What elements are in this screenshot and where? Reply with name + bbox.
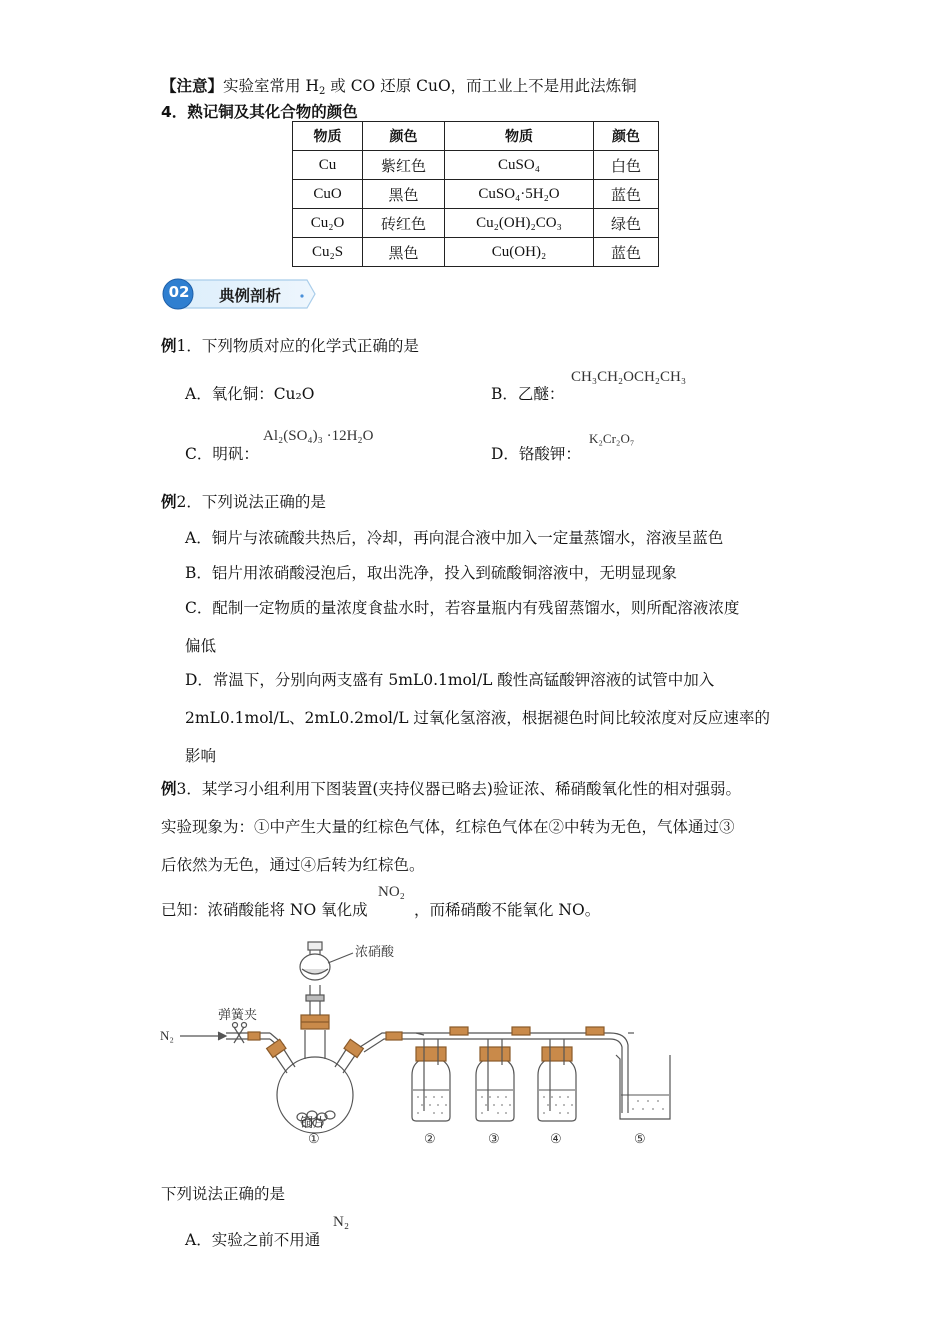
table-header: 颜色 <box>594 122 659 151</box>
table-cell: 蓝色 <box>594 238 659 267</box>
bottle-number: ④ <box>550 1131 562 1146</box>
table-cell: 蓝色 <box>594 180 659 209</box>
example-3-line1 <box>161 777 741 799</box>
known-text-a: 已知：浓硝酸能将 NO 氧化成 <box>161 901 368 919</box>
table-cell: 砖红色 <box>363 209 445 238</box>
example-stem: 1．下列物质对应的化学式正确的是 <box>176 337 419 355</box>
option-d: D．铬酸钾： <box>491 445 581 463</box>
option-b-formula: CH₃CH₂OCH₂CH₃ <box>571 369 687 385</box>
dropping-funnel-icon <box>300 942 330 1015</box>
note-text-2: 或 CO 还原 CuO，而工业上不是用此法炼铜 <box>325 77 637 95</box>
option-b: B．乙醚： <box>491 385 565 403</box>
note-text-1: 实验室常用 H <box>223 77 319 95</box>
badge-number: 02 <box>168 283 190 301</box>
table-cell: CuSO₄·5H₂O <box>445 180 594 209</box>
table-cell: 紫红色 <box>363 151 445 180</box>
table-cell: Cu₂(OH)₂CO₃ <box>445 209 594 238</box>
option-a-formula: N₂ <box>333 1214 350 1230</box>
table-header: 物质 <box>445 122 594 151</box>
flask-number: ① <box>308 1131 320 1146</box>
section-number: 4． <box>161 103 188 121</box>
example-1-stem <box>161 334 419 356</box>
table-row <box>293 238 659 267</box>
known-text-b: ，而稀硝酸不能氧化 NO。 <box>414 901 601 919</box>
example-3-line2: 实验现象为：①中产生大量的红棕色气体，红棕色气体在②中转为无色，气体通过③ <box>161 818 735 836</box>
table-cell: CuSO₄ <box>445 151 594 180</box>
option-d-line3: 影响 <box>185 747 217 765</box>
acid-label: 浓硝酸 <box>355 944 395 959</box>
example-stem: 3．某学习小组利用下图装置(夹持仪器已略去)验证浓、稀硝酸氧化性的相对强弱。 <box>176 780 741 798</box>
table-row <box>293 180 659 209</box>
option-d-line1: D．常温下，分别向两支盛有 5mL0.1mol/L 酸性高锰酸钾溶液的试管中加入 <box>185 671 715 689</box>
bottle-number: ③ <box>488 1131 500 1146</box>
option-c-line2: 偏低 <box>185 637 217 655</box>
known-formula: NO₂ <box>378 884 405 900</box>
bottle-number: ② <box>424 1131 436 1146</box>
table-row <box>293 209 659 238</box>
table-cell: Cu <box>293 151 363 180</box>
option-a: A．实验之前不用通 <box>185 1231 321 1249</box>
table-cell: 黑色 <box>363 180 445 209</box>
option-d-formula: K₂Cr₂O₇ <box>589 431 635 446</box>
badge-title: 典例剖析 <box>219 287 282 305</box>
example-label: 例 <box>161 492 177 511</box>
table-cell: 黑色 <box>363 238 445 267</box>
table-cell: 绿色 <box>594 209 659 238</box>
question-stem: 下列说法正确的是 <box>161 1185 286 1203</box>
note-tag: 【注意】 <box>161 76 224 95</box>
note-line <box>161 74 637 97</box>
wash-bottle-4-icon <box>538 1039 576 1121</box>
note-sub: 2 <box>318 86 326 97</box>
table-cell: Cu₂O <box>293 209 363 238</box>
clip-label: 弹簧夹 <box>218 1007 258 1022</box>
example-stem: 2．下列说法正确的是 <box>176 493 326 511</box>
example-2-stem <box>161 490 326 512</box>
apparatus-diagram <box>150 935 680 1150</box>
option-a: A．氧化铜：Cu₂O <box>185 385 315 403</box>
option-c: C．明矾： <box>185 445 259 463</box>
table-cell: Cu₂S <box>293 238 363 267</box>
liquid-dots <box>417 1096 664 1114</box>
acid-pointer <box>328 953 353 963</box>
copper-label: 铜片 <box>300 1115 327 1130</box>
wash-bottle-2-icon <box>412 1033 450 1121</box>
table-header-row <box>293 122 659 151</box>
n2-label: N₂ <box>160 1028 174 1043</box>
option-c-line1: C．配制一定物质的量浓度食盐水时，若容量瓶内有残留蒸馏水，则所配溶液浓度 <box>185 599 740 617</box>
option-a: A．铜片与浓硫酸共热后，冷却，再向混合液中加入一定量蒸馏水，溶液呈蓝色 <box>185 529 724 547</box>
option-d-line2: 2mL0.1mol/L、2mL0.2mol/L 过氧化氢溶液，根据褪色时间比较浓度对反应速率的 <box>185 709 770 727</box>
section-badge <box>161 277 317 311</box>
example-label: 例 <box>161 336 177 355</box>
section-4-heading <box>161 100 358 122</box>
option-c-formula: Al₂(SO₄)₃ ·12H₂O <box>263 428 374 444</box>
table-cell: Cu(OH)₂ <box>445 238 594 267</box>
example-label: 例 <box>161 779 177 798</box>
copper-color-table <box>292 121 659 267</box>
table-header: 颜色 <box>363 122 445 151</box>
option-b: B．铝片用浓硝酸浸泡后，取出洗净，投入到硫酸铜溶液中，无明显现象 <box>185 564 677 582</box>
example-3-line3: 后依然为无色，通过④后转为红棕色。 <box>161 856 425 874</box>
beaker-5-icon <box>610 1033 670 1119</box>
beaker-number: ⑤ <box>634 1131 646 1146</box>
wash-bottle-3-icon <box>476 1039 514 1121</box>
table-cell: 白色 <box>594 151 659 180</box>
table-row <box>293 151 659 180</box>
table-cell: CuO <box>293 180 363 209</box>
arrow-head-icon <box>218 1032 226 1040</box>
section-title: 熟记铜及其化合物的颜色 <box>187 103 358 121</box>
table-header: 物质 <box>293 122 363 151</box>
